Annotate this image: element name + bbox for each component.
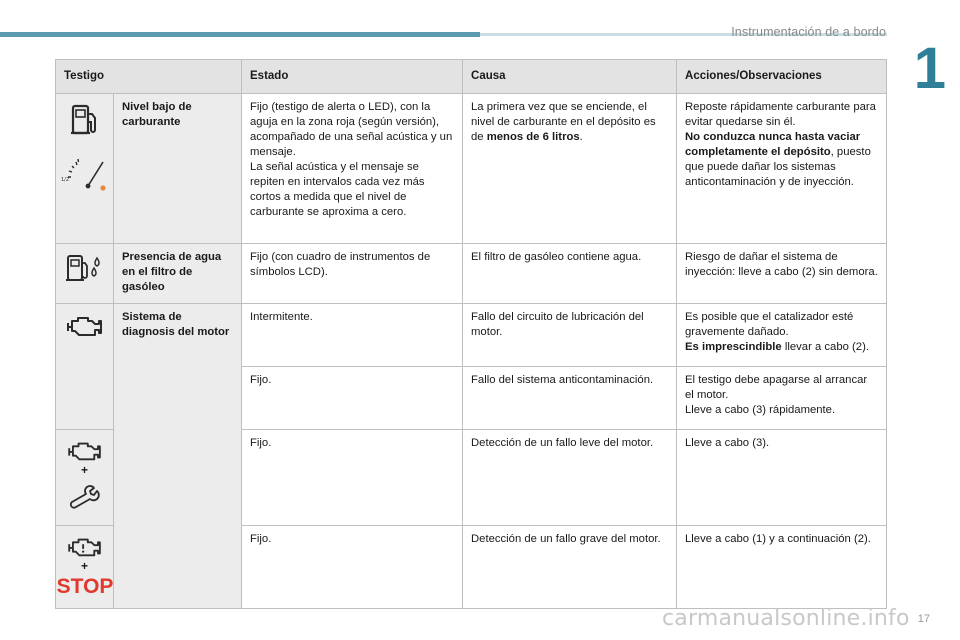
section-title: Instrumentación de a bordo — [731, 25, 886, 39]
icon-cell — [56, 526, 114, 609]
causa-emphasis: menos de 6 litros — [486, 131, 580, 144]
estado-cell: Fijo. — [242, 430, 463, 526]
chapter-number: 1 — [913, 36, 946, 101]
fuel-gauge-icon — [60, 154, 110, 194]
estado-cell: Fijo (testigo de alerta o LED), con la aguja en la zona roja (según versión), acompañado de una señal acústica y un mensaje. La señal acústica y el mensaje se repiten en intervalos cada vez más cortos a medida que el nivel de carburante se aproxima a cero. — [242, 94, 463, 244]
water-in-fuel-icon — [64, 252, 106, 286]
svg-text:1/2: 1/2 — [61, 177, 70, 184]
acciones-text-end: , puesto que puede dañar los sistemas anticontaminación y de inyección. — [685, 146, 871, 189]
engine-check-icon — [66, 312, 104, 340]
estado-cell: Fijo. — [242, 367, 463, 430]
icon-cell — [56, 244, 114, 304]
estado-cell: Fijo (con cuadro de instrumentos de símbolos LCD). — [242, 244, 463, 304]
warning-name: Sistema de diagnosis del motor — [114, 304, 242, 609]
causa-text: La primera vez que se enciende, el nivel de carburante en el depósito es de — [471, 101, 656, 144]
acciones-cell: El testigo debe apagarse al arrancar el motor. Lleve a cabo (3) rápidamente. — [677, 367, 887, 430]
header-accent-bar — [0, 32, 480, 37]
watermark: carmanualsonline.info — [662, 606, 910, 631]
warning-lights-table — [55, 59, 887, 609]
acciones-cell — [677, 94, 887, 244]
table-header-row — [56, 60, 887, 94]
acciones-emphasis: Es imprescindible — [685, 341, 782, 354]
causa-cell — [463, 94, 677, 244]
engine-check-icon — [66, 534, 104, 560]
causa-cell: Detección de un fallo leve del motor. — [463, 430, 677, 526]
column-header-testigo: Testigo — [56, 60, 242, 94]
causa-cell: Detección de un fallo grave del motor. — [463, 526, 677, 609]
causa-text-end: . — [579, 131, 583, 144]
acciones-emphasis: No conduzca nunca hasta vaciar completamente el depósito — [685, 131, 861, 159]
fuel-pump-icon — [68, 102, 102, 140]
causa-cell: Fallo del sistema anticontaminación. — [463, 367, 677, 430]
plus-sign: + — [80, 463, 88, 478]
acciones-cell: Lleve a cabo (3). — [677, 430, 887, 526]
column-header-acciones: Acciones/Observaciones — [677, 60, 887, 94]
icon-cell — [56, 430, 114, 526]
column-header-causa: Causa — [463, 60, 677, 94]
table-row — [56, 244, 887, 304]
stop-icon — [56, 574, 113, 599]
stop-label: STOP — [56, 575, 113, 599]
estado-cell: Intermitente. — [242, 304, 463, 367]
column-header-estado: Estado — [242, 60, 463, 94]
acciones-cell: Lleve a cabo (1) y a continuación (2). — [677, 526, 887, 609]
acciones-text: Es posible que el catalizador esté gravemente dañado. — [685, 311, 854, 339]
table-row — [56, 304, 887, 367]
page-number: 17 — [917, 613, 930, 625]
warning-name: Presencia de agua en el filtro de gasóleo — [114, 244, 242, 304]
icon-cell — [56, 304, 114, 430]
wrench-icon — [68, 482, 102, 508]
causa-cell: El filtro de gasóleo contiene agua. — [463, 244, 677, 304]
acciones-text: Reposte rápidamente carburante para evitar quedarse sin él. — [685, 101, 876, 129]
table-row — [56, 94, 887, 244]
acciones-cell: Riesgo de dañar el sistema de inyección: lleve a cabo (2) sin demora. — [677, 244, 887, 304]
icon-cell — [56, 94, 114, 244]
estado-cell: Fijo. — [242, 526, 463, 609]
engine-check-icon — [66, 438, 104, 464]
plus-sign: + — [80, 559, 88, 574]
acciones-cell — [677, 304, 887, 367]
causa-cell: Fallo del circuito de lubricación del motor. — [463, 304, 677, 367]
acciones-text-end: llevar a cabo (2). — [781, 341, 869, 354]
warning-name: Nivel bajo de carburante — [114, 94, 242, 244]
